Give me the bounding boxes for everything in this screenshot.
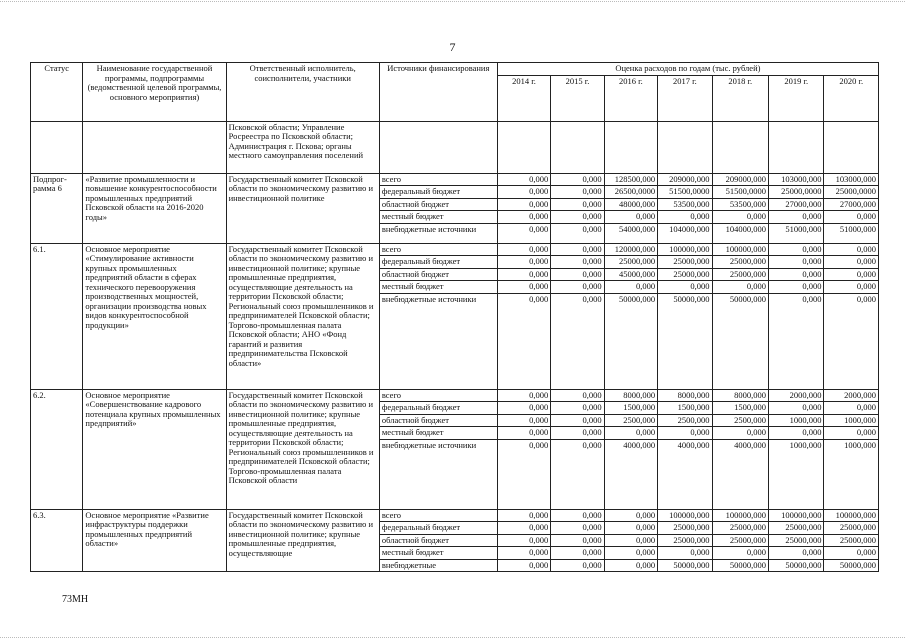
value-cell: 0,000 <box>497 414 550 427</box>
scan-edge-top <box>0 1 905 2</box>
value-cell: 0,000 <box>712 427 768 440</box>
value-cell: 0,000 <box>497 268 550 281</box>
funding-source: местный бюджет <box>379 547 497 560</box>
value-cell: 25000,0000 <box>824 186 879 199</box>
funding-source: областной бюджет <box>379 414 497 427</box>
value-cell: 1500,000 <box>712 402 768 415</box>
continuation-value-cell <box>497 121 550 173</box>
value-cell: 103000,000 <box>824 173 879 186</box>
value-cell: 50000,000 <box>769 559 824 572</box>
header-status: Статус <box>31 63 83 122</box>
value-cell: 27000,000 <box>824 198 879 211</box>
value-cell: 51500,0000 <box>712 186 768 199</box>
value-cell: 50000,000 <box>658 559 712 572</box>
value-cell: 25000,000 <box>712 522 768 535</box>
value-cell: 104000,000 <box>712 223 768 243</box>
value-cell: 2000,000 <box>824 389 879 402</box>
value-cell: 0,000 <box>551 547 604 560</box>
header-year: 2014 г. <box>497 75 550 121</box>
value-cell: 209000,000 <box>712 173 768 186</box>
value-cell: 0,000 <box>824 293 879 389</box>
value-cell: 0,000 <box>824 427 879 440</box>
funding-source: местный бюджет <box>379 427 497 440</box>
value-cell: 0,000 <box>497 281 550 294</box>
value-cell: 0,000 <box>497 211 550 224</box>
value-cell: 0,000 <box>497 509 550 522</box>
value-cell: 0,000 <box>551 389 604 402</box>
header-year: 2017 г. <box>658 75 712 121</box>
value-cell: 0,000 <box>497 534 550 547</box>
value-cell: 0,000 <box>497 402 550 415</box>
value-cell: 4000,000 <box>658 439 712 509</box>
header-name: Наименование государственной программы, подпрограммы (ведомственной целевой программы, основного мероприятия) <box>83 63 226 122</box>
value-cell: 0,000 <box>769 243 824 256</box>
value-cell: 50000,000 <box>824 559 879 572</box>
continuation-value-cell <box>604 121 657 173</box>
table-row-block-start <box>31 243 879 256</box>
value-cell: 0,000 <box>551 509 604 522</box>
table-header-row <box>31 63 879 76</box>
continuation-executor: Псковской области; Управление Росреестра по Псковской области; Администрация г. Пскова; органы местного самоуправления поселений <box>226 121 379 173</box>
value-cell: 209000,000 <box>658 173 712 186</box>
value-cell: 0,000 <box>769 268 824 281</box>
value-cell: 0,000 <box>712 211 768 224</box>
header-executor: Ответственный исполнитель, соисполнители, участники <box>226 63 379 122</box>
budget-table-container <box>30 62 879 572</box>
value-cell: 0,000 <box>604 281 657 294</box>
value-cell: 128500,000 <box>604 173 657 186</box>
value-cell: 0,000 <box>551 223 604 243</box>
value-cell: 0,000 <box>824 268 879 281</box>
value-cell: 0,000 <box>604 427 657 440</box>
value-cell: 25000,000 <box>712 534 768 547</box>
value-cell: 0,000 <box>769 211 824 224</box>
value-cell: 0,000 <box>551 293 604 389</box>
funding-source: внебюджетные источники <box>379 223 497 243</box>
funding-source: федеральный бюджет <box>379 186 497 199</box>
table-body <box>31 121 879 572</box>
value-cell: 25000,000 <box>658 256 712 269</box>
header-year: 2015 г. <box>551 75 604 121</box>
header-year: 2019 г. <box>769 75 824 121</box>
funding-source: всего <box>379 509 497 522</box>
continuation-source-cell <box>379 121 497 173</box>
funding-source: внебюджетные источники <box>379 293 497 389</box>
value-cell: 0,000 <box>551 256 604 269</box>
value-cell: 25000,000 <box>658 522 712 535</box>
value-cell: 8000,000 <box>712 389 768 402</box>
continuation-value-cell <box>769 121 824 173</box>
value-cell: 0,000 <box>551 173 604 186</box>
funding-source: федеральный бюджет <box>379 522 497 535</box>
value-cell: 0,000 <box>497 439 550 509</box>
block-status: Подпрог-рамма 6 <box>31 173 83 243</box>
table-row-block-start <box>31 509 879 522</box>
block-executor: Государственный комитет Псковской области по экономическому развитию и инвестиционной политике <box>226 173 379 243</box>
value-cell: 0,000 <box>551 186 604 199</box>
funding-source: областной бюджет <box>379 268 497 281</box>
value-cell: 0,000 <box>551 243 604 256</box>
value-cell: 50000,000 <box>604 293 657 389</box>
funding-source: всего <box>379 243 497 256</box>
continuation-value-cell <box>658 121 712 173</box>
continuation-row <box>31 121 879 173</box>
value-cell: 0,000 <box>497 198 550 211</box>
page-number: 7 <box>449 40 456 54</box>
value-cell: 120000,000 <box>604 243 657 256</box>
value-cell: 26500,0000 <box>604 186 657 199</box>
value-cell: 25000,000 <box>712 268 768 281</box>
value-cell: 0,000 <box>604 509 657 522</box>
header-year: 2016 г. <box>604 75 657 121</box>
continuation-value-cell <box>551 121 604 173</box>
value-cell: 25000,000 <box>824 534 879 547</box>
continuation-status-cell <box>31 121 83 173</box>
value-cell: 25000,000 <box>769 534 824 547</box>
value-cell: 0,000 <box>551 559 604 572</box>
value-cell: 0,000 <box>497 389 550 402</box>
funding-source: федеральный бюджет <box>379 402 497 415</box>
table-row-block-start <box>31 173 879 186</box>
value-cell: 0,000 <box>658 211 712 224</box>
funding-source: областной бюджет <box>379 198 497 211</box>
value-cell: 0,000 <box>769 281 824 294</box>
funding-source: федеральный бюджет <box>379 256 497 269</box>
funding-source: внебюджетные <box>379 559 497 572</box>
value-cell: 4000,000 <box>712 439 768 509</box>
value-cell: 2500,000 <box>658 414 712 427</box>
funding-source: областной бюджет <box>379 534 497 547</box>
value-cell: 25000,000 <box>824 522 879 535</box>
value-cell: 25000,000 <box>658 268 712 281</box>
block-name: Основное мероприятие «Стимулирование активности крупных промышленных предприятий области в сферах технического перевооружения производственных мощностей, организации производства новых видов конкурентоспособной продукции» <box>83 243 226 389</box>
value-cell: 0,000 <box>497 256 550 269</box>
value-cell: 0,000 <box>497 522 550 535</box>
block-executor: Государственный комитет Псковской области по экономическому развитию и инвестиционной политике; крупные промышленные предприятия, осуществляющие деятельность на территории Псковской области; Региональный союз промышленников и предпринимателей Псковской области; Торгово-промышленная палата Псковской области <box>226 389 379 509</box>
value-cell: 100000,000 <box>769 509 824 522</box>
budget-table <box>30 62 879 572</box>
header-year: 2018 г. <box>712 75 768 121</box>
value-cell: 53500,000 <box>712 198 768 211</box>
value-cell: 1500,000 <box>658 402 712 415</box>
value-cell: 50000,000 <box>712 293 768 389</box>
block-status: 6.2. <box>31 389 83 509</box>
value-cell: 0,000 <box>551 439 604 509</box>
value-cell: 0,000 <box>769 427 824 440</box>
value-cell: 103000,000 <box>769 173 824 186</box>
value-cell: 0,000 <box>769 402 824 415</box>
value-cell: 50000,000 <box>712 559 768 572</box>
value-cell: 0,000 <box>769 256 824 269</box>
header-year: 2020 г. <box>824 75 879 121</box>
value-cell: 0,000 <box>769 293 824 389</box>
value-cell: 0,000 <box>824 243 879 256</box>
value-cell: 0,000 <box>551 522 604 535</box>
value-cell: 4000,000 <box>604 439 657 509</box>
value-cell: 51500,0000 <box>658 186 712 199</box>
value-cell: 51000,000 <box>769 223 824 243</box>
value-cell: 1000,000 <box>824 439 879 509</box>
value-cell: 0,000 <box>497 559 550 572</box>
value-cell: 25000,0000 <box>769 186 824 199</box>
block-name: Основное мероприятие «Совершенствование кадрового потенциала крупных промышленных предприятий» <box>83 389 226 509</box>
value-cell: 53500,000 <box>658 198 712 211</box>
value-cell: 1500,000 <box>604 402 657 415</box>
value-cell: 48000,000 <box>604 198 657 211</box>
value-cell: 100000,000 <box>658 509 712 522</box>
block-status: 6.3. <box>31 509 83 572</box>
value-cell: 2500,000 <box>604 414 657 427</box>
funding-source: внебюджетные источники <box>379 439 497 509</box>
value-cell: 100000,000 <box>712 243 768 256</box>
funding-source: местный бюджет <box>379 281 497 294</box>
block-executor: Государственный комитет Псковской области по экономическому развитию и инвестиционной политике; крупные промышленные предприятия, осуществляющие деятельность на территории Псковской области; Региональный союз промышленников и предпринимателей Псковской области; Торгово-промышленная палата Псковской области; АНО «Фонд гарантий и развития предпринимательства Псковской области» <box>226 243 379 389</box>
value-cell: 0,000 <box>712 281 768 294</box>
value-cell: 0,000 <box>824 281 879 294</box>
value-cell: 1000,000 <box>769 439 824 509</box>
funding-source: местный бюджет <box>379 211 497 224</box>
value-cell: 0,000 <box>824 211 879 224</box>
header-estimate: Оценка расходов по годам (тыс. рублей) <box>497 63 878 76</box>
value-cell: 2500,000 <box>712 414 768 427</box>
value-cell: 0,000 <box>551 281 604 294</box>
value-cell: 0,000 <box>604 559 657 572</box>
value-cell: 0,000 <box>824 256 879 269</box>
value-cell: 0,000 <box>604 534 657 547</box>
value-cell: 0,000 <box>551 211 604 224</box>
value-cell: 0,000 <box>551 268 604 281</box>
value-cell: 0,000 <box>551 414 604 427</box>
value-cell: 104000,000 <box>658 223 712 243</box>
value-cell: 45000,000 <box>604 268 657 281</box>
value-cell: 0,000 <box>658 547 712 560</box>
value-cell: 0,000 <box>497 173 550 186</box>
value-cell: 0,000 <box>712 547 768 560</box>
value-cell: 100000,000 <box>824 509 879 522</box>
value-cell: 0,000 <box>604 547 657 560</box>
block-executor: Государственный комитет Псковской области по экономическому развитию и инвестиционной политике; крупные промышленные предприятия, осуществляющие <box>226 509 379 572</box>
continuation-value-cell <box>712 121 768 173</box>
value-cell: 0,000 <box>658 281 712 294</box>
funding-source: всего <box>379 389 497 402</box>
block-name: Основное мероприятие «Развитие инфраструктуры поддержки промышленных предприятий области» <box>83 509 226 572</box>
value-cell: 0,000 <box>497 186 550 199</box>
value-cell: 0,000 <box>497 547 550 560</box>
value-cell: 1000,000 <box>769 414 824 427</box>
value-cell: 27000,000 <box>769 198 824 211</box>
value-cell: 0,000 <box>497 293 550 389</box>
value-cell: 0,000 <box>551 534 604 547</box>
value-cell: 0,000 <box>769 547 824 560</box>
value-cell: 0,000 <box>658 427 712 440</box>
value-cell: 0,000 <box>497 427 550 440</box>
value-cell: 8000,000 <box>658 389 712 402</box>
header-sources: Источники финансирования <box>379 63 497 122</box>
value-cell: 0,000 <box>497 243 550 256</box>
value-cell: 1000,000 <box>824 414 879 427</box>
value-cell: 25000,000 <box>604 256 657 269</box>
value-cell: 8000,000 <box>604 389 657 402</box>
value-cell: 50000,000 <box>658 293 712 389</box>
block-name: «Развитие промышленности и повышение конкурентоспособности промышленных предприятий Псковской области на 2016-2020 годы» <box>83 173 226 243</box>
value-cell: 0,000 <box>604 211 657 224</box>
value-cell: 0,000 <box>604 522 657 535</box>
value-cell: 0,000 <box>551 198 604 211</box>
value-cell: 0,000 <box>551 427 604 440</box>
funding-source: всего <box>379 173 497 186</box>
value-cell: 0,000 <box>551 402 604 415</box>
table-row-block-start <box>31 389 879 402</box>
value-cell: 25000,000 <box>769 522 824 535</box>
value-cell: 100000,000 <box>712 509 768 522</box>
block-status: 6.1. <box>31 243 83 389</box>
value-cell: 0,000 <box>497 223 550 243</box>
value-cell: 25000,000 <box>712 256 768 269</box>
continuation-name-cell <box>83 121 226 173</box>
footer-code: 73МН <box>62 594 89 605</box>
value-cell: 54000,000 <box>604 223 657 243</box>
value-cell: 100000,000 <box>658 243 712 256</box>
value-cell: 2000,000 <box>769 389 824 402</box>
value-cell: 25000,000 <box>658 534 712 547</box>
value-cell: 0,000 <box>824 402 879 415</box>
value-cell: 51000,000 <box>824 223 879 243</box>
value-cell: 0,000 <box>824 547 879 560</box>
scan-edge-bottom <box>0 637 905 638</box>
continuation-value-cell <box>824 121 879 173</box>
